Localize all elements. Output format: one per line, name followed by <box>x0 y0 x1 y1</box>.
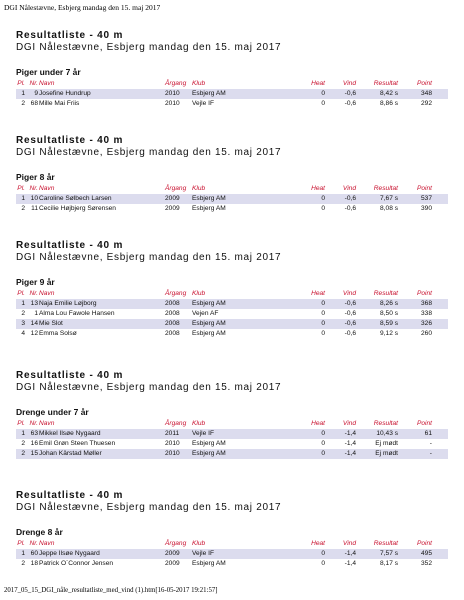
cell-place: 1 <box>21 300 25 307</box>
cell-heat: 0 <box>321 450 325 457</box>
cell-club: Esbjerg AM <box>192 205 226 212</box>
cell-wind: -0,6 <box>344 330 356 337</box>
cell-result: 8,59 s <box>380 320 398 327</box>
cell-result: 8,08 s <box>380 205 398 212</box>
cell-result: 7,57 s <box>380 550 398 557</box>
cell-points: 390 <box>420 205 432 212</box>
cell-club: Vejle IF <box>192 550 214 557</box>
table-header <box>16 289 448 299</box>
column-header-number: Nr. <box>29 80 38 87</box>
cell-year: 2009 <box>165 560 180 567</box>
column-header-heat: Heat <box>311 80 325 87</box>
category-heading: Piger 9 år <box>16 277 55 287</box>
cell-number: 14 <box>30 320 38 327</box>
section-subtitle: DGI Nålestævne, Esbjerg mandag den 15. maj 2017 <box>16 502 282 513</box>
cell-year: 2010 <box>165 440 180 447</box>
cell-name: Alma Lou Fawole Hansen <box>39 310 115 317</box>
cell-place: 2 <box>21 100 25 107</box>
cell-number: 13 <box>30 300 38 307</box>
cell-wind: -1,4 <box>344 430 356 437</box>
column-header-number: Nr. <box>29 540 38 547</box>
cell-name: Mie Slot <box>39 320 63 327</box>
cell-year: 2008 <box>165 320 180 327</box>
column-header-points: Point <box>416 420 432 427</box>
column-header-place: Pl. <box>17 185 25 192</box>
cell-name: Mikkel Ilsøe Nygaard <box>39 430 101 437</box>
cell-place: 1 <box>21 195 25 202</box>
page-footer: 2017_05_15_DGI_nåle_resultatliste_med_vind (1).htm[16-05-2017 19:21:57] <box>4 587 218 594</box>
cell-name: Caroline Sølbech Larsen <box>39 195 112 202</box>
table-row <box>16 319 448 329</box>
cell-name: Josefine Hundrup <box>39 90 91 97</box>
cell-heat: 0 <box>321 100 325 107</box>
column-header-place: Pl. <box>17 540 25 547</box>
cell-year: 2010 <box>165 450 180 457</box>
cell-name: Naja Emilie Løjborg <box>39 300 97 307</box>
cell-wind: -1,4 <box>344 440 356 447</box>
category-heading: Drenge under 7 år <box>16 407 89 417</box>
column-header-club: Klub <box>192 540 206 547</box>
cell-heat: 0 <box>321 430 325 437</box>
table-row <box>16 559 448 569</box>
cell-wind: -0,6 <box>344 90 356 97</box>
cell-place: 2 <box>21 310 25 317</box>
cell-wind: -0,6 <box>344 205 356 212</box>
page-header: DGI Nålestævne, Esbjerg mandag den 15. maj 2017 <box>4 3 161 12</box>
cell-result: 9,12 s <box>380 330 398 337</box>
cell-club: Esbjerg AM <box>192 195 226 202</box>
cell-number: 16 <box>30 440 38 447</box>
cell-result: 8,86 s <box>380 100 398 107</box>
cell-wind: -0,6 <box>344 310 356 317</box>
cell-wind: -1,4 <box>344 450 356 457</box>
cell-club: Esbjerg AM <box>192 300 226 307</box>
cell-points: - <box>429 440 432 447</box>
cell-club: Esbjerg AM <box>192 320 226 327</box>
table-row <box>16 299 448 309</box>
section-subtitle: DGI Nålestævne, Esbjerg mandag den 15. maj 2017 <box>16 147 282 158</box>
column-header-place: Pl. <box>17 290 25 297</box>
cell-points: 292 <box>420 100 432 107</box>
column-header-result: Resultat <box>373 420 398 427</box>
column-header-club: Klub <box>192 185 206 192</box>
column-header-heat: Heat <box>311 185 325 192</box>
cell-result: 8,26 s <box>380 300 398 307</box>
cell-heat: 0 <box>321 320 325 327</box>
table-row <box>16 329 448 339</box>
cell-club: Esbjerg AM <box>192 450 226 457</box>
category-heading: Piger 8 år <box>16 172 55 182</box>
table-header <box>16 539 448 549</box>
cell-points: 368 <box>420 300 432 307</box>
cell-place: 2 <box>21 205 25 212</box>
cell-name: Mille Mai Friis <box>39 100 80 107</box>
cell-place: 1 <box>21 90 25 97</box>
column-header-club: Klub <box>192 290 206 297</box>
cell-place: 2 <box>21 450 25 457</box>
cell-points: 61 <box>424 430 432 437</box>
cell-wind: -1,4 <box>344 560 356 567</box>
table-header <box>16 419 448 429</box>
cell-number: 10 <box>30 195 38 202</box>
cell-heat: 0 <box>321 560 325 567</box>
cell-points: 348 <box>420 90 432 97</box>
section-subtitle: DGI Nålestævne, Esbjerg mandag den 15. maj 2017 <box>16 382 282 393</box>
table-header <box>16 184 448 194</box>
column-header-name: Navn <box>39 420 55 427</box>
cell-points: 495 <box>420 550 432 557</box>
cell-name: Cecilie Højbjerg Sørensen <box>39 205 116 212</box>
table-row <box>16 99 448 109</box>
cell-points: 260 <box>420 330 432 337</box>
cell-year: 2011 <box>165 430 180 437</box>
category-heading: Piger under 7 år <box>16 67 81 77</box>
column-header-name: Navn <box>39 185 55 192</box>
cell-heat: 0 <box>321 205 325 212</box>
column-header-points: Point <box>416 290 432 297</box>
cell-points: 352 <box>420 560 432 567</box>
cell-year: 2010 <box>165 100 180 107</box>
cell-wind: -0,6 <box>344 100 356 107</box>
table-row <box>16 549 448 559</box>
table-header <box>16 79 448 89</box>
table-row <box>16 449 448 459</box>
cell-heat: 0 <box>321 310 325 317</box>
column-header-heat: Heat <box>311 290 325 297</box>
cell-name: Patrick O´Connor Jensen <box>39 560 114 567</box>
column-header-year: Årgang <box>165 185 187 192</box>
cell-name: Jeppe Ilsøe Nygaard <box>39 550 100 557</box>
cell-club: Esbjerg AM <box>192 560 226 567</box>
cell-heat: 0 <box>321 330 325 337</box>
column-header-club: Klub <box>192 420 206 427</box>
column-header-place: Pl. <box>17 80 25 87</box>
column-header-place: Pl. <box>17 420 25 427</box>
column-header-result: Resultat <box>373 80 398 87</box>
cell-points: 326 <box>420 320 432 327</box>
cell-points: 537 <box>420 195 432 202</box>
column-header-wind: Vind <box>342 290 356 297</box>
cell-club: Vejen AF <box>192 310 219 317</box>
table-row <box>16 204 448 214</box>
cell-number: 11 <box>31 205 38 212</box>
section-title: Resultatliste - 40 m <box>16 490 124 501</box>
table-row <box>16 439 448 449</box>
cell-number: 68 <box>30 100 38 107</box>
section-title: Resultatliste - 40 m <box>16 240 124 251</box>
column-header-number: Nr. <box>29 185 38 192</box>
cell-club: Esbjerg AM <box>192 330 226 337</box>
cell-year: 2008 <box>165 300 180 307</box>
cell-wind: -0,6 <box>344 320 356 327</box>
cell-points: - <box>429 450 432 457</box>
cell-name: Johan Kärstad Møller <box>39 450 102 457</box>
column-header-year: Årgang <box>165 80 187 87</box>
section-subtitle: DGI Nålestævne, Esbjerg mandag den 15. maj 2017 <box>16 42 282 53</box>
cell-year: 2009 <box>165 195 180 202</box>
cell-wind: -0,6 <box>344 195 356 202</box>
cell-club: Vejle IF <box>192 100 214 107</box>
cell-number: 12 <box>30 330 38 337</box>
column-header-points: Point <box>416 80 432 87</box>
column-header-heat: Heat <box>311 540 325 547</box>
cell-result: 8,50 s <box>380 310 398 317</box>
cell-year: 2010 <box>165 90 180 97</box>
cell-place: 3 <box>21 320 25 327</box>
cell-club: Vejle IF <box>192 430 214 437</box>
cell-points: 338 <box>420 310 432 317</box>
cell-number: 18 <box>30 560 38 567</box>
cell-club: Esbjerg AM <box>192 440 226 447</box>
column-header-wind: Vind <box>342 420 356 427</box>
cell-number: 60 <box>30 550 38 557</box>
cell-year: 2009 <box>165 550 180 557</box>
table-row <box>16 309 448 319</box>
cell-place: 2 <box>21 440 25 447</box>
column-header-wind: Vind <box>342 185 356 192</box>
cell-number: 63 <box>30 430 38 437</box>
cell-name: Emil Grøn Steen Thuesen <box>39 440 116 447</box>
column-header-heat: Heat <box>311 420 325 427</box>
cell-place: 1 <box>21 550 25 557</box>
column-header-result: Resultat <box>373 185 398 192</box>
table-row <box>16 89 448 99</box>
column-header-number: Nr. <box>29 420 38 427</box>
cell-year: 2008 <box>165 330 180 337</box>
column-header-year: Årgang <box>165 420 187 427</box>
cell-club: Esbjerg AM <box>192 90 226 97</box>
section-title: Resultatliste - 40 m <box>16 370 124 381</box>
column-header-result: Resultat <box>373 540 398 547</box>
cell-year: 2009 <box>165 205 180 212</box>
cell-heat: 0 <box>321 90 325 97</box>
cell-name: Emma Solsø <box>39 330 77 337</box>
cell-number: 15 <box>30 450 38 457</box>
section-title: Resultatliste - 40 m <box>16 30 124 41</box>
cell-number: 9 <box>34 90 38 97</box>
cell-wind: -1,4 <box>344 550 356 557</box>
cell-result: Ej mødt <box>375 440 398 447</box>
cell-place: 2 <box>21 560 25 567</box>
column-header-result: Resultat <box>373 290 398 297</box>
column-header-wind: Vind <box>342 80 356 87</box>
cell-result: 7,67 s <box>380 195 398 202</box>
cell-place: 4 <box>21 330 25 337</box>
cell-heat: 0 <box>321 440 325 447</box>
column-header-points: Point <box>416 540 432 547</box>
section-subtitle: DGI Nålestævne, Esbjerg mandag den 15. maj 2017 <box>16 252 282 263</box>
section-title: Resultatliste - 40 m <box>16 135 124 146</box>
cell-heat: 0 <box>321 300 325 307</box>
cell-number: 1 <box>34 310 38 317</box>
column-header-wind: Vind <box>342 540 356 547</box>
table-row <box>16 429 448 439</box>
cell-result: 8,17 s <box>380 560 398 567</box>
column-header-name: Navn <box>39 290 55 297</box>
column-header-name: Navn <box>39 80 55 87</box>
cell-place: 1 <box>21 430 25 437</box>
column-header-year: Årgang <box>165 290 187 297</box>
cell-year: 2008 <box>165 310 180 317</box>
table-row <box>16 194 448 204</box>
cell-result: 8,42 s <box>380 90 398 97</box>
cell-result: Ej mødt <box>375 450 398 457</box>
column-header-points: Point <box>416 185 432 192</box>
column-header-number: Nr. <box>29 290 38 297</box>
cell-heat: 0 <box>321 195 325 202</box>
column-header-name: Navn <box>39 540 55 547</box>
category-heading: Drenge 8 år <box>16 527 63 537</box>
cell-heat: 0 <box>321 550 325 557</box>
column-header-year: Årgang <box>165 540 187 547</box>
column-header-club: Klub <box>192 80 206 87</box>
cell-result: 10,43 s <box>376 430 398 437</box>
cell-wind: -0,6 <box>344 300 356 307</box>
